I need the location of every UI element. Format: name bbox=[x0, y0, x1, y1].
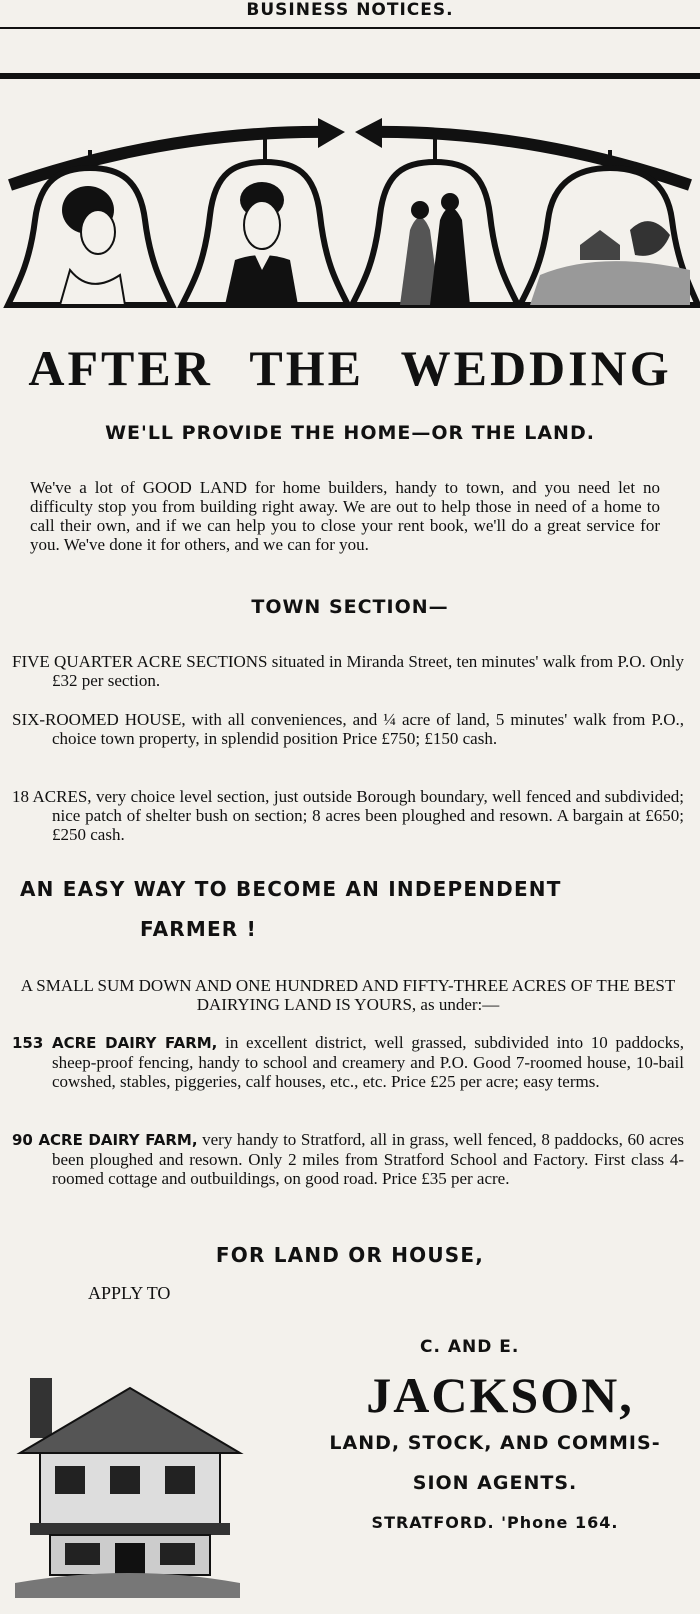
listing-text: very choice level section, just outside Borough boundary, well fenced and subdivided; nice patch of shelter bush on section; 8 acres been ploughed and resown. A bargain at £650; £250 cash. bbox=[52, 787, 684, 844]
listing-lead: FIVE QUARTER ACRE SECTIONS bbox=[12, 652, 268, 671]
listing-text: with all conveniences, and ¼ acre of land, 5 minutes' walk from P.O., choice town property, in splendid position Price £750; £150 cash. bbox=[52, 710, 684, 748]
agent-location: STRATFORD. 'Phone 164. bbox=[371, 1513, 619, 1532]
listing-lead: 153 ACRE DAIRY FARM, bbox=[12, 1034, 218, 1052]
agent-initials: C. AND E. bbox=[420, 1337, 520, 1357]
listing-153-acre-farm bbox=[12, 1033, 684, 1091]
agent-name: JACKSON, bbox=[366, 1367, 634, 1423]
headline: AFTER THE WEDDING bbox=[28, 340, 672, 396]
farmer-intro: A SMALL SUM DOWN AND ONE HUNDRED AND FIFTY-THREE ACRES OF THE BEST DAIRYING LAND IS YOURS, as under:— bbox=[20, 976, 676, 1014]
subheadline: WE'LL PROVIDE THE HOME—OR THE LAND. bbox=[105, 422, 595, 444]
town-section-title: TOWN SECTION— bbox=[251, 596, 449, 618]
page-header: BUSINESS NOTICES. bbox=[246, 0, 454, 20]
listing-lead: 90 ACRE DAIRY FARM, bbox=[12, 1131, 198, 1149]
bell-bride-portrait bbox=[8, 168, 172, 305]
divider-rule bbox=[0, 73, 700, 79]
agent-role-line1: LAND, STOCK, AND COMMIS- bbox=[329, 1432, 661, 1454]
listing-lead: 18 ACRES, bbox=[12, 787, 92, 806]
farmer-title-line1: AN EASY WAY TO BECOME AN INDEPENDENT bbox=[20, 877, 562, 901]
listing-six-roomed-house bbox=[12, 710, 684, 748]
listing-lead: SIX-ROOMED HOUSE, bbox=[12, 710, 186, 729]
cta-title: FOR LAND OR HOUSE, bbox=[215, 1243, 485, 1267]
listing-text: in excellent district, well grassed, subdivided into 10 paddocks, sheep-proof fencing, handy to school and creamery and P.O. Good 7-roomed house, 10-bail cowshed, stables, piggeries, calf houses, etc., etc. Price £25 per acre; easy terms. bbox=[52, 1033, 684, 1091]
bell-couple-portrait bbox=[352, 162, 518, 305]
listing-18-acres bbox=[12, 787, 684, 844]
house-illustration bbox=[10, 1358, 245, 1598]
header-rule bbox=[0, 27, 700, 29]
listing-90-acre-farm bbox=[12, 1130, 684, 1188]
bell-groom-portrait bbox=[182, 162, 348, 305]
listing-quarter-acre bbox=[12, 652, 684, 690]
listing-text: situated in Miranda Street, ten minutes' walk from P.O. Only £32 per section. bbox=[52, 652, 684, 690]
farmer-title-line2: FARMER ! bbox=[140, 917, 257, 941]
bell-landscape bbox=[520, 168, 698, 305]
intro-paragraph: We've a lot of GOOD LAND for home builders, handy to town, and you need let no difficulty stop you from building right away. We are out to help those in need of a home to call their own, and if we can help you to close your rent book, we'll do a great service for you. We've done it for others, and we can for you. bbox=[30, 478, 660, 554]
listing-text: very handy to Stratford, all in grass, well fenced, 8 paddocks, 60 acres been ploughed and resown. Only 2 miles from Stratford School and Factory. First class 4-roomed cottage and outbuildings, on good road. Price £35 per acre. bbox=[52, 1130, 684, 1188]
agent-role-line2: SION AGENTS. bbox=[412, 1472, 578, 1494]
apply-to: APPLY TO bbox=[88, 1283, 171, 1303]
wedding-bells-illustration bbox=[0, 110, 700, 325]
